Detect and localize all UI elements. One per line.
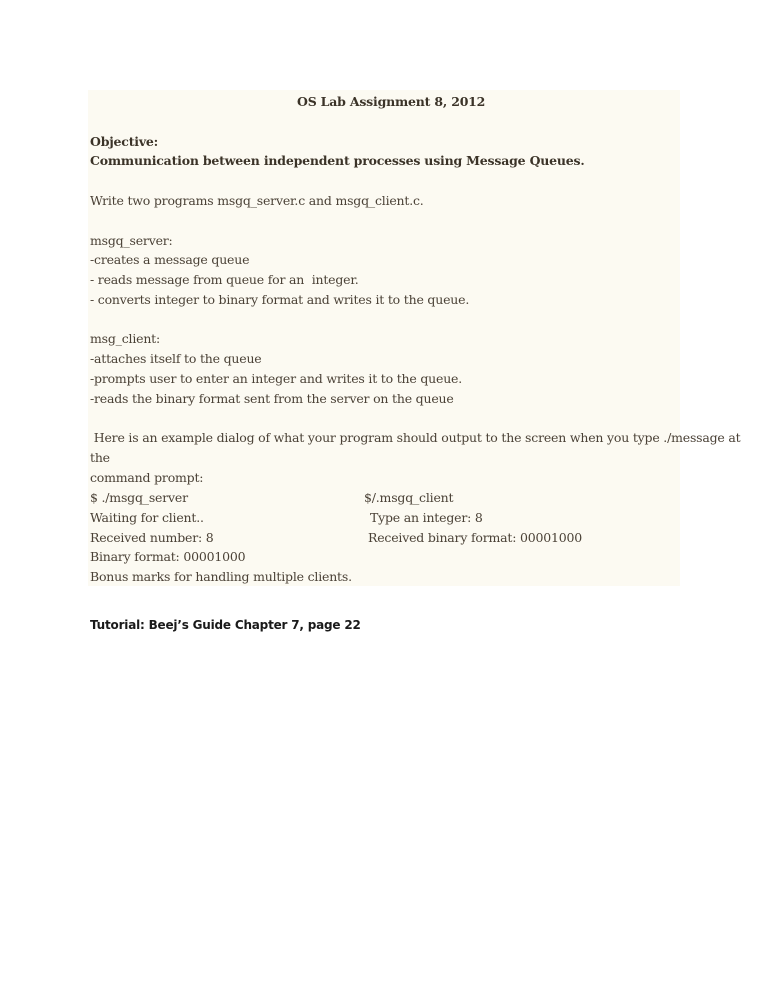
objective-text: Communication between independent processes using Message Queues. bbox=[90, 153, 585, 168]
client-item: -attaches itself to the queue bbox=[90, 351, 262, 366]
intro-text: Write two programs msgq_server.c and msgq_client.c. bbox=[90, 193, 424, 208]
server-dialog-line: Binary format: 00001000 bbox=[90, 549, 246, 564]
objective-heading: Objective: bbox=[90, 134, 159, 149]
example-intro-prompt: command prompt: bbox=[90, 470, 204, 485]
client-item: -prompts user to enter an integer and writes it to the queue. bbox=[90, 371, 463, 386]
tutorial-reference: Tutorial: Beej’s Guide Chapter 7, page 22 bbox=[90, 618, 361, 632]
server-dialog-line: Waiting for client.. bbox=[90, 510, 204, 525]
client-dialog-line: Received binary format: 00001000 bbox=[368, 530, 583, 545]
document-title: OS Lab Assignment 8, 2012 bbox=[297, 94, 486, 109]
server-heading: msgq_server: bbox=[90, 233, 173, 248]
server-item: - reads message from queue for an integer. bbox=[90, 272, 359, 287]
server-item: - converts integer to binary format and writes it to the queue. bbox=[90, 292, 470, 307]
client-item: -reads the binary format sent from the server on the queue bbox=[90, 391, 454, 406]
client-heading: msg_client: bbox=[90, 331, 160, 346]
example-intro: Here is an example dialog of what your program should output to the screen when you type ./message at bbox=[90, 430, 741, 445]
server-item: -creates a message queue bbox=[90, 252, 250, 267]
server-dialog-line: Received number: 8 bbox=[90, 530, 214, 545]
server-dialog-line: $ ./msgq_server bbox=[90, 490, 188, 505]
bonus-text: Bonus marks for handling multiple clients. bbox=[90, 569, 352, 584]
client-dialog-line: $/.msgq_client bbox=[364, 490, 454, 505]
client-dialog-line: Type an integer: 8 bbox=[370, 510, 483, 525]
example-intro-continued: the bbox=[90, 450, 110, 465]
